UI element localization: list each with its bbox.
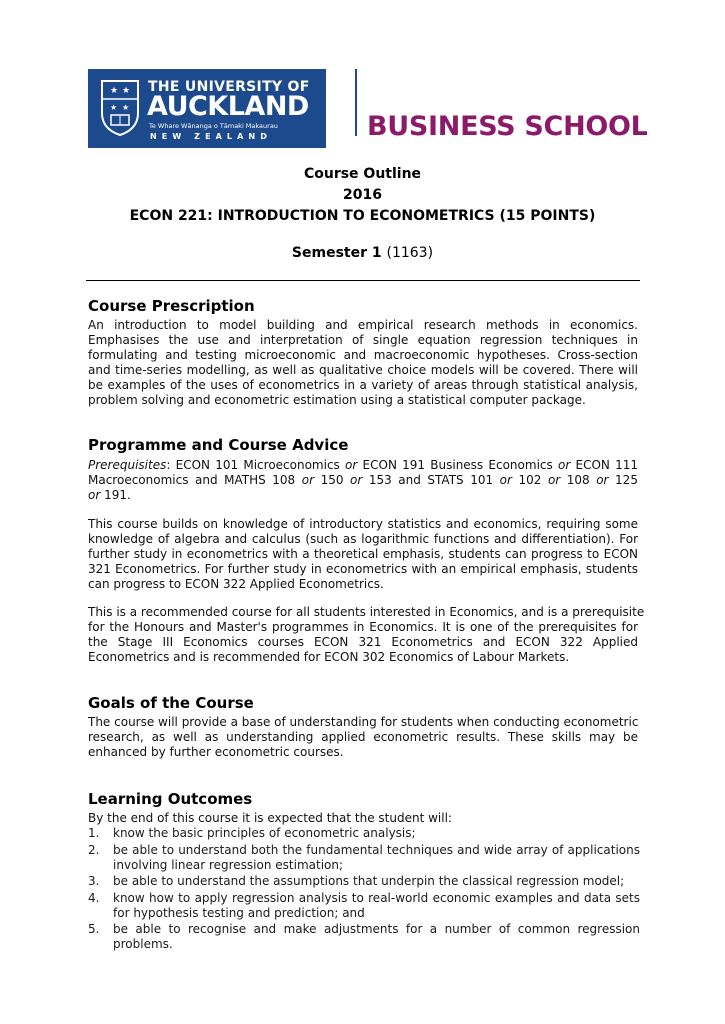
school-name: BUSINESS SCHOOL (367, 111, 648, 142)
logo-line-4: NEW ZEALAND (150, 132, 272, 141)
goals-line: research, as well as understanding applied econometric results. These skills may be (88, 730, 638, 744)
prescription-line: and time-series modelling, as well as qualitative choice models will be covered. There will (88, 363, 638, 377)
prescription-line: formulating and testing microeconomic and macroeconomic hypotheses. Cross-section (88, 348, 638, 362)
advice-line: knowledge of algebra and calculus (such as logarithmic functions and differentiation). For (88, 532, 638, 546)
header-divider (355, 69, 357, 136)
doc-title: Course Outline (303, 166, 422, 182)
list-item: 1. know the basic principles of econometric analysis; (88, 826, 416, 840)
semester (0, 245, 725, 261)
prescription-text (88, 318, 638, 408)
prescription-line: be examples of the uses of econometrics in a variety of areas through statistical analysis, (88, 378, 638, 392)
advice-paragraph-3 (88, 605, 645, 665)
advice-line: can progress to ECON 322 Applied Econometrics. (88, 577, 384, 591)
advice-line: Econometrics and is recommended for ECON 302 Economics of Labour Markets. (88, 650, 570, 664)
prereq-line: Prerequisites: ECON 101 Microeconomics or ECON 191 Business Economics or ECON 111 (88, 458, 638, 472)
svg-text:★: ★ (122, 86, 131, 96)
svg-text:★: ★ (110, 86, 119, 96)
goals-line: The course will provide a base of understanding for students when conducting econometric (88, 715, 639, 729)
outcomes-list (88, 826, 640, 954)
advice-line: for the Honours and Master's programmes in Economics. It is one of the prerequisites for (88, 620, 638, 634)
advice-heading: Programme and Course Advice (88, 436, 349, 454)
advice-paragraph-2 (88, 517, 638, 592)
advice-line: 321 Econometrics. For further study in econometrics with an empirical emphasis, students (88, 562, 638, 576)
logo-line-1: THE UNIVERSITY OF (148, 79, 310, 95)
svg-text:★: ★ (110, 103, 118, 112)
semester-code: (1163) (386, 245, 434, 261)
list-item: 4. know how to apply regression analysis to real-world economic examples and data sets for hypothesis testing and prediction; and (88, 890, 640, 920)
advice-line: further study in econometrics with a theoretical emphasis, students can progress to ECON (88, 547, 638, 561)
goals-heading: Goals of the Course (88, 694, 254, 712)
university-logo (88, 69, 326, 148)
prescription-line: problem solving and econometric estimation using a statistical computer package. (88, 393, 586, 407)
logo-line-3: Te Whare Wānanga o Tāmaki Makaurau (149, 122, 278, 130)
semester-label: Semester 1 (291, 245, 382, 261)
list-item: 2. be able to understand both the fundamental techniques and wide array of applications involving linear regression estimation; (88, 842, 640, 872)
doc-year: 2016 (343, 187, 382, 203)
crest-icon (100, 79, 140, 137)
prescription-line: An introduction to model building and empirical research methods in economics. (88, 318, 638, 332)
svg-text:★: ★ (122, 103, 130, 112)
prereq-line: Macroeconomics and MATHS 108 or 150 or 153 and STATS 101 or 102 or 108 or 125 (88, 473, 638, 487)
prerequisites-text (88, 458, 638, 503)
prescription-line: Emphasises the use and interpretation of single equation regression techniques in (88, 333, 638, 347)
advice-line: This course builds on knowledge of introductory statistics and economics, requiring some (88, 517, 638, 531)
goals-line: enhanced by further econometric courses. (88, 745, 344, 759)
prereq-line: or 191. (88, 488, 131, 502)
outcomes-intro-line: By the end of this course it is expected that the student will: (88, 811, 452, 825)
list-item: 5. be able to recognise and make adjustments for a number of common regression problems. (88, 922, 640, 951)
course-title: ECON 221: INTRODUCTION TO ECONOMETRICS (15 POINTS) (129, 208, 596, 224)
outcomes-heading: Learning Outcomes (88, 790, 253, 808)
list-item: 3. be able to understand the assumptions that underpin the classical regression model; (88, 874, 625, 888)
advice-line: This is a recommended course for all students interested in Economics, and is a prerequisite (88, 605, 645, 619)
title-divider (86, 280, 640, 281)
outcomes-intro (88, 811, 638, 826)
prereq-label: Prerequisites (88, 458, 167, 472)
advice-line: the Stage III Economics courses ECON 321 Econometrics and ECON 322 Applied (88, 635, 638, 649)
prescription-heading: Course Prescription (88, 297, 255, 315)
logo-line-2: AUCKLAND (147, 91, 309, 122)
goals-text (88, 715, 638, 760)
